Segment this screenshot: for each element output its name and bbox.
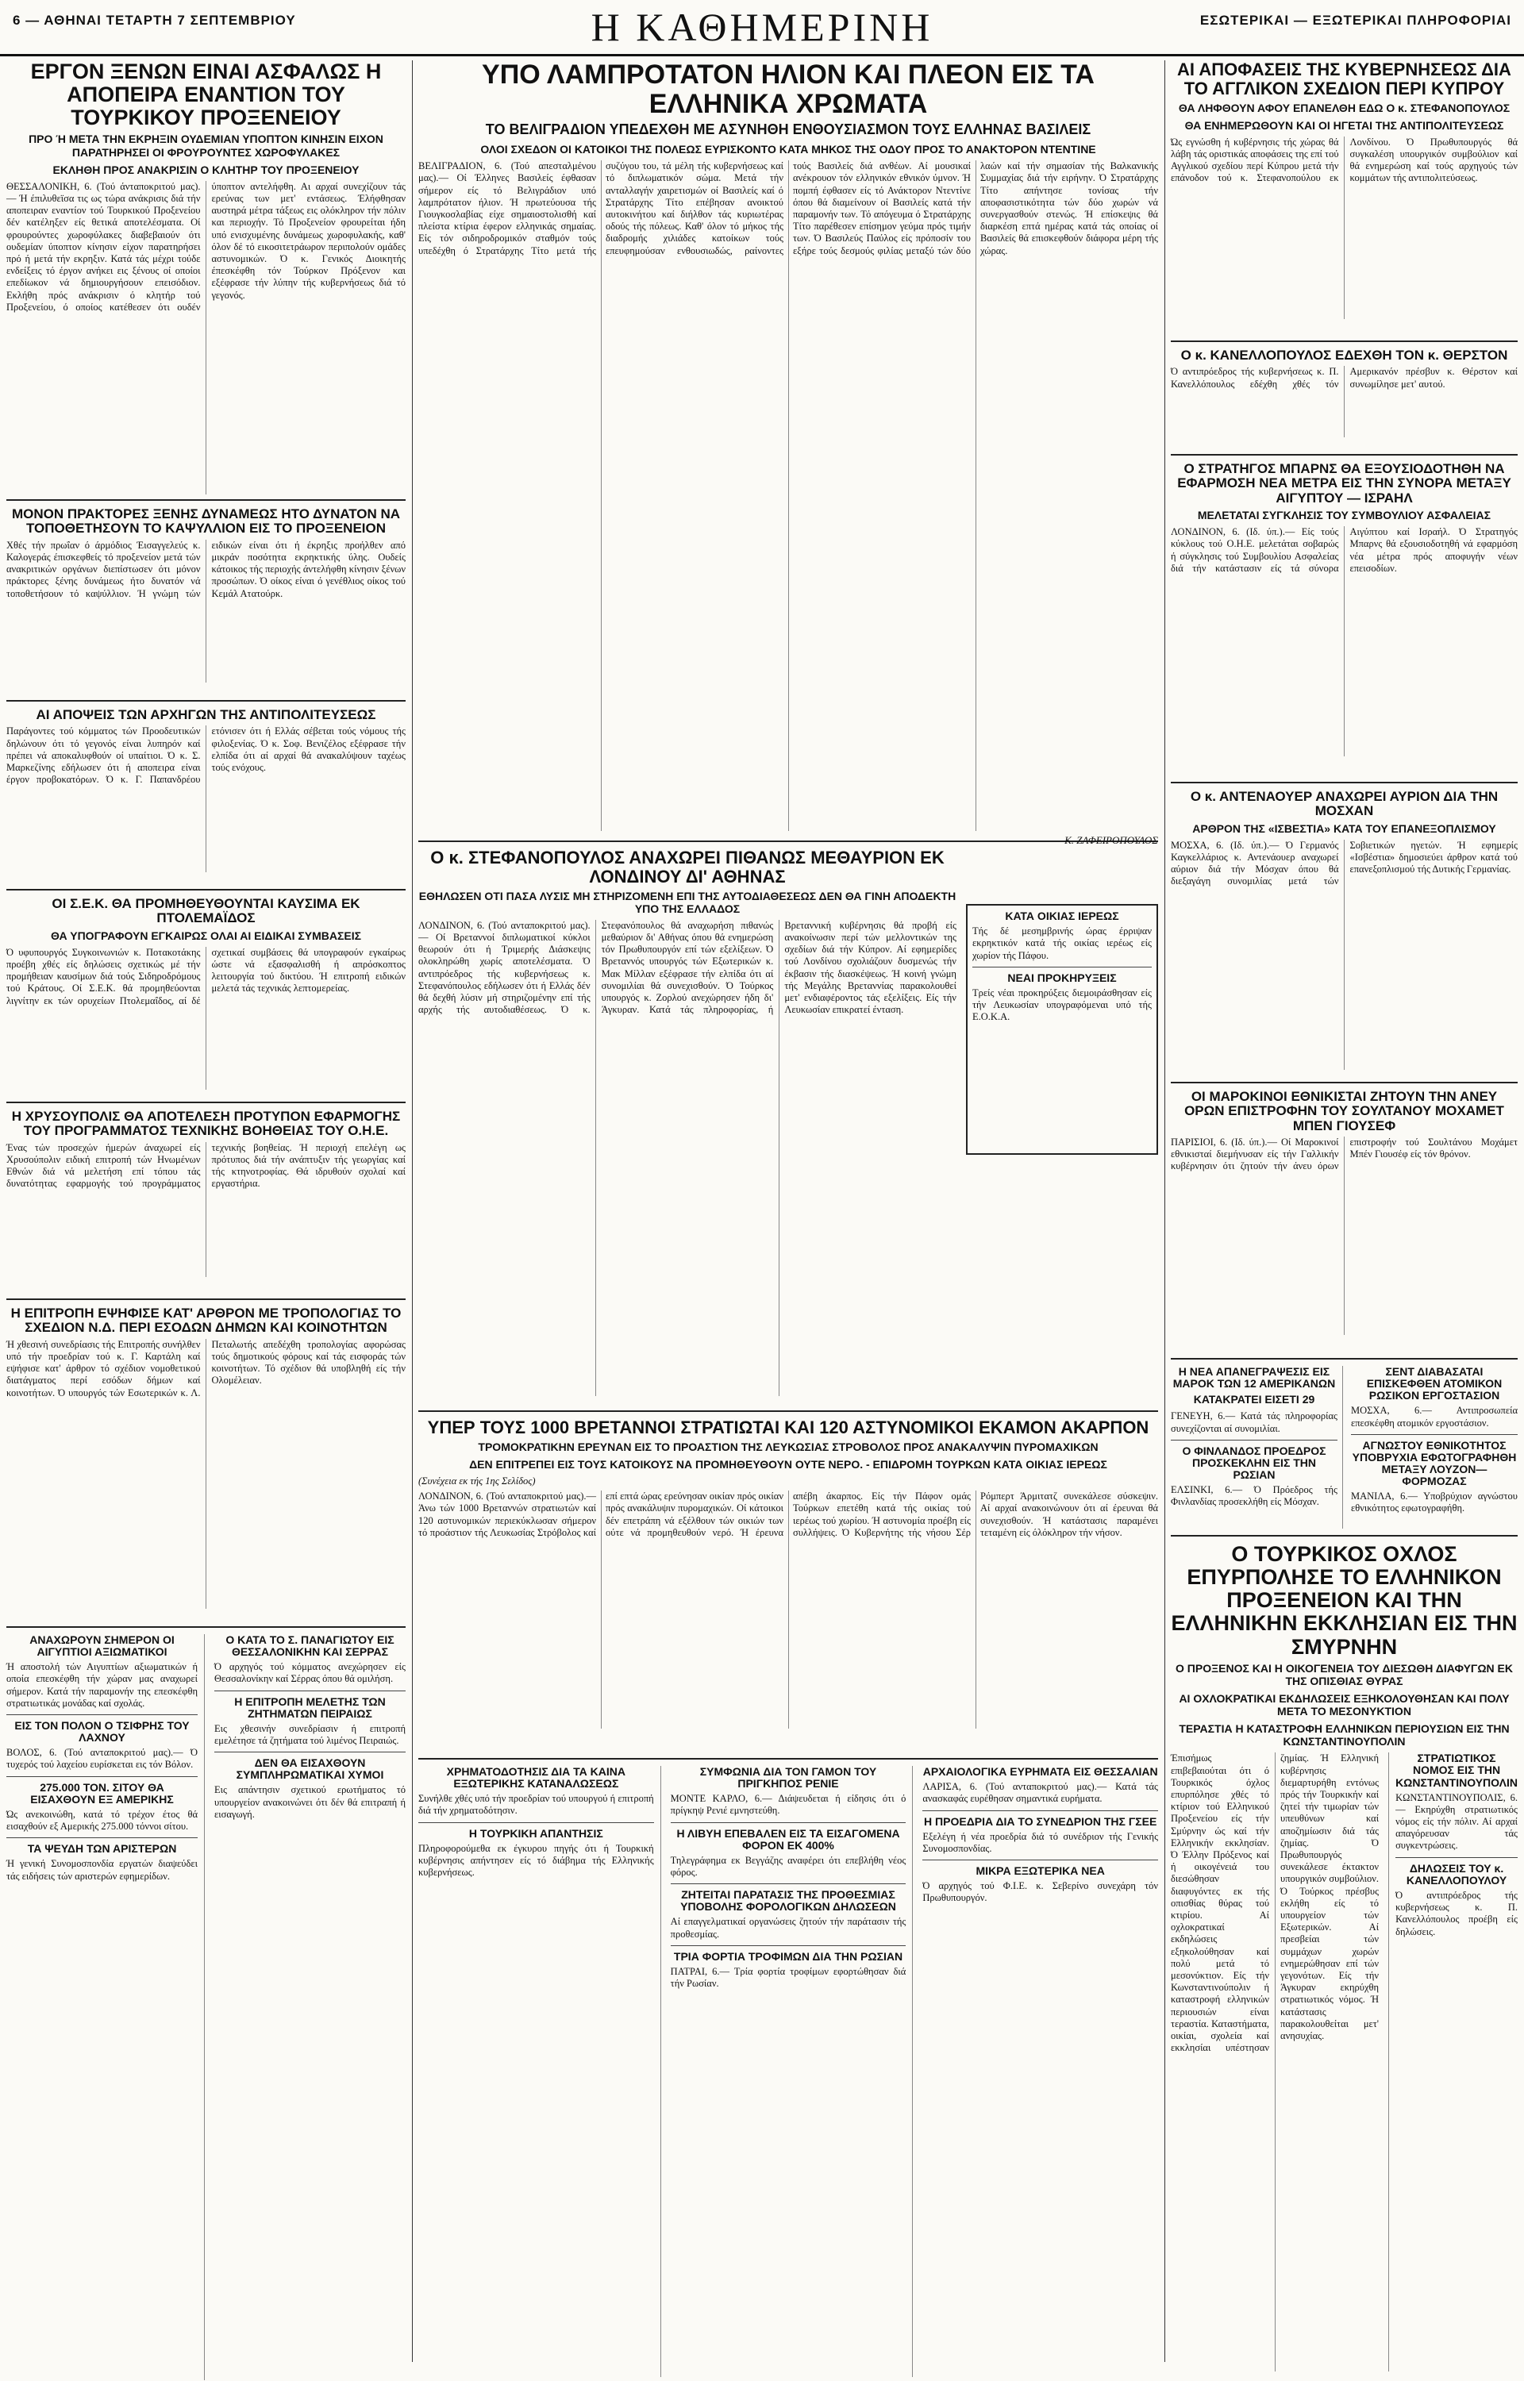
headline: ΔΕΝ ΘΑ ΕΙΣΑΧΘΟΥΝ ΣΥΜΠΛΗΡΩΜΑΤΙΚΑΙ ΧΥΜΟΙ [236,1756,384,1782]
article-chrysoupolis [6,1110,406,1292]
divider [6,889,406,890]
headline: Η ΠΡΟΕΔΡΙΑ ΔΙΑ ΤΟ ΣΥΝΕΔΡΙΟΝ ΤΗΣ ΓΣΕΕ [924,1814,1157,1828]
divider [1171,340,1518,342]
article-body: ΘΕΣΣΑΛΟΝΙΚΗ, 6. (Τού άνταποκριτού μας).— Ή έπιλυθεϊσα τις ως τώρα ανάκρισις διά τήν αποπειραν εναντίον τού Τουρκικού Προξενείου δέν κατέληξεν είς θετικά αποτελέσματα. Οί φρουρούντες χωροφύλακες διαβεβαιούν ότι ουδεμίαν ύποπτον κίνησιν είχον παρατηρήσει πρό ή μετά τήν εκρηξιν. Κατά τάς μέχρι τούδε ενδείξεις τό έργον ανήκει εις ξένους οί οποίοι επεδίωκον νά δημιουργήσουν επεισόδιον. Εκλήθη πρός ανάκρισιν ό κλητήρ τού Προξενείου, ό οποίος κατέθεσεν ότι ουδέν ύποπτον αντελήφθη. Αι αρχαί συνεχίζουν τάς ερεύνας των μετ' εντάσεως. Έλήφθησαν αυστηρά μέτρα τάξεως εις ολόκληρον τήν πόλιν και περιοχήν. Τό Προξενείον φρουρείται ήδη υπό ενισχυμένης δυνάμεως χωροφυλακής, καθ' όλον δέ τό εικοσιτετράωρον περιπολούν ομάδες αστυνομικών. Ό κ. Γενικός Διοικητής έπεσκέφθη τόν Τούρκον Πρόξενον και εξέφρασε τήν λύπην τής κυβερνήσεως διά τό γεγονός. [6,180,406,313]
byline: Κ. ΖΑΦΕΙΡΟΠΟΥΛΟΣ [1064,834,1158,847]
article-body: Ή χθεσινή συνεδρίασις τής Επιτροπής συνήλθεν υπό τήν προεδρίαν τού κ. Γ. Καρτάλη καί εψήφισε κατ' άρθρον τό σχέδιον νομοθετικού διατάγματος περί εσόδων δήμων καί κοινοτήτων. Ό υπουργός τών Εσωτερικών κ. Λ. Πεταλωτής απεδέχθη τροπολογίας αφορώσας τούς δημοτικούς φόρους καί τάς εισφοράς τών κοινοτήτων. Τό σχέδιον θά υποβληθή είς τήν Ολομέλειαν. [6,1338,406,1398]
article-body: Αί επαγγελματικαί οργανώσεις ζητούν τήν παράτασιν τής προθεσμίας. [670,1916,906,1940]
divider [418,1822,654,1823]
headline: ΤΑ ΨΕΥΔΗ ΤΩΝ ΑΡΙΣΤΕΡΩΝ [27,1842,177,1856]
article-body: Ώς εγνώσθη ή κυβέρνησις τής χώρας θά λάβη τάς οριστικάς αποφάσεις της επί τού Αγγλικού σχεδίου περί Κύπρου μετά τήν επάνοδον τού κ. Στεφανοπούλου εκ Λονδίνου. Ό Πρωθυπουργός θά συγκαλέση υπουργικόν συμβούλιον καί θά ενημερώση καί τούς αρχηγούς τών κομμάτων τής αντιπολιτεύσεως. [1171,136,1518,184]
right-column [1171,60,1518,2378]
divider [1171,1082,1518,1083]
headline: ΕΙΣ ΤΟΝ ΠΟΛΟΝ Ο ΤΣΙΦΡΗΣ ΤΟΥ ΛΑΧΝΟΥ [14,1719,190,1744]
article-body: Πληροφορούμεθα εκ έγκυρου πηγής ότι ή Τουρκική κυβέρνησις απήντησεν είς τό διάβημα τής Ελληνικής κυβερνήσεως. [418,1842,654,1879]
divider [1171,1535,1518,1537]
article-committee [6,1306,406,1620]
article-body: Τηλεγράφημα εκ Βεγγάζης αναφέρει ότι επεβλήθη νέος φόρος. [670,1854,906,1879]
article-body: Εις απάντησιν σχετικού ερωτήματος τό υπουργείον ανακοινώνει ότι δέν θά επιτραπή ή εισαγωγή. [214,1784,406,1820]
short-news-column [418,1766,661,2377]
headline: Ο ΤΟΥΡΚΙΚΟΣ ΟΧΛΟΣ ΕΠΥΡΠΟΛΗΣΕ ΤΟ ΕΛΛΗΝΙΚΟΝ ΠΡΟΞΕΝΕΙΟΝ ΚΑΙ ΤΗΝ ΕΛΛΗΝΙΚΗΝ ΕΚΚΛΗΣΙΑΝ ΕΙΣ ΤΗΝ ΣΜΥΡΝΗΝ [1171,1542,1518,1659]
article-body: Ό αρχηγός τού κόμματος ανεχώρησεν είς Θεσσαλονίκην καί Σέρρας όπου θά ομιλήση. [214,1661,406,1685]
divider [6,1714,198,1715]
article-body: Παράγοντες τού κόμματος τών Προοδευτικών δηλώνουν ότι τό γεγονός είναι λυπηρόν καί πρέπει νά αποκαλυφθούν οί υπαίτιοι. Ό κ. Σ. Μαρκεζίνης εδήλωσεν ότι ή αποπειρα είναι έργον προβοκατόρων. Ό κ. Γ. Παπανδρέου ετόνισεν ότι ή Ελλάς σέβεται τούς νόμους τής φιλοξενίας. Ό κ. Σοφ. Βενιζέλος εξέφρασε τήν ελπίδα ότι αί αρχαί θά ανακαλύψουν ταχέως τούς ενόχους. [6,725,406,786]
left-column [6,60,406,2378]
headline: Η ΤΟΥΡΚΙΚΗ ΑΠΑΝΤΗΣΙΣ [468,1826,603,1840]
short-news-column [1351,1366,1518,1529]
headline: ΜΟΝΟΝ ΠΡΑΚΤΟΡΕΣ ΞΕΝΗΣ ΔΥΝΑΜΕΩΣ ΗΤΟ ΔΥΝΑΤΟΝ ΝΑ ΤΟΠΟΘΕΤΗΣΟΥΝ ΤΟ ΚΑΨΥΛΛΙΟΝ ΕΙΣ ΤΟ ΠΡΟΞΕΝΕΙΟΝ [11,506,401,537]
divider [1351,1434,1518,1435]
subheadline: ΠΡΟ Ή ΜΕΤΑ ΤΗΝ ΕΚΡΗΞΙΝ ΟΥΔΕΜΙΑΝ ΥΠΟΠΤΟΝ ΚΙΝΗΣΙΝ ΕΙΧΟΝ ΠΑΡΑΤΗΡΗΣΕΙ ΟΙ ΦΡΟΥΡΟΥΝΤΕΣ ΧΩΡΟΦΥΛΑΚΕΣ [29,133,383,159]
subheadline: ΤΕΡΑΣΤΙΑ Η ΚΑΤΑΣΤΡΟΦΗ ΕΛΛΗΝΙΚΩΝ ΠΕΡΙΟΥΣΙΩΝ ΕΙΣ ΤΗΝ ΚΩΝΣΤΑΝΤΙΝΟΥΠΟΛΙΝ [1179,1722,1510,1748]
article-agents [6,507,406,694]
article-body: Συνήλθε χθές υπό τήν προεδρίαν τού υπουργού ή επιτροπή διά τήν χρηματοδότησιν. [418,1793,654,1817]
headline: ΥΠΕΡ ΤΟΥΣ 1000 ΒΡΕΤΑΝΝΟΙ ΣΤΡΑΤΙΩΤΑΙ ΚΑΙ 120 ΑΣΤΥΝΟΜΙΚΟΙ ΕΚΑΜΟΝ ΑΚΑΡΠΟΝ [427,1417,1149,1437]
short-news-column [671,1766,914,2377]
headline: ΑΙ ΑΠΟΨΕΙΣ ΤΩΝ ΑΡΧΗΓΩΝ ΤΗΣ ΑΝΤΙΠΟΛΙΤΕΥΣΕΩΣ [36,707,376,722]
article-government-decisions [1171,60,1518,334]
article-opposition [6,708,406,883]
headline: Ο ΦΙΝΛΑΝΔΟΣ ΠΡΟΕΔΡΟΣ ΠΡΟΣΚΕΚΛΗΝ ΕΙΣ ΤΗΝ ΡΩΣΙΑΝ [1182,1444,1326,1481]
right-short-news [1171,1366,1518,1529]
masthead [0,0,1524,56]
article-body: ΜΟΣΧΑ, 6.— Αντιπροσωπεία επεσκέφθη ατομικόν εργοστάσιον. [1351,1405,1518,1429]
headline: ΑΙ ΑΠΟΦΑΣΕΙΣ ΤΗΣ ΚΥΒΕΡΝΗΣΕΩΣ ΔΙΑ ΤΟ ΑΓΓΛΙΚΟΝ ΣΧΕΔΙΟΝ ΠΕΡΙ ΚΥΠΡΟΥ [1177,60,1511,98]
article-moroccan-nationalists [1171,1090,1518,1352]
headline: ΤΡΙΑ ΦΟΡΤΙΑ ΤΡΟΦΙΜΩΝ ΔΙΑ ΤΗΝ ΡΩΣΙΑΝ [673,1949,903,1963]
center-column [418,60,1158,2378]
divider [1171,454,1518,456]
article-body: ΕΛΣΙΝΚΙ, 6.— Ό Πρόεδρος τής Φινλανδίας προσεκλήθη είς Μόσχαν. [1171,1484,1337,1508]
article-body: Εξελέγη ή νέα προεδρία διά τό συνέδριον τής Γενικής Συνομοσπονδίας. [922,1830,1159,1854]
divider [6,1837,198,1838]
headline: Ο ΚΑΤΑ ΤΟ Σ. ΠΑΝΑΓΙΩΤΟΥ ΕΙΣ ΘΕΣΣΑΛΟΝΙΚΗΝ ΚΑΙ ΣΕΡΡΑΣ [225,1633,394,1659]
subheadline: ΚΑΤΑΚΡΑΤΕΙ ΕΙΣΕΤΙ 29 [1193,1393,1315,1406]
article-body: Ή γενική Συνομοσπονδία εργατών διαψεύδει τάς ειδήσεις τών αριστερών εφημερίδων. [6,1858,198,1882]
headline: ΑΝΑΧΩΡΟΥΝ ΣΗΜΕΡΟΝ ΟΙ ΑΙΓΥΠΤΙΟΙ ΑΞΙΩΜΑΤΙΚΟΙ [29,1633,175,1659]
headline: ΣΕΝΤ ΔΙΑΒΑΣΑΤΑΙ ΕΠΙΣΚΕΦΘΕΝ ΑΤΟΜΙΚΟΝ ΡΩΣΙΚΟΝ ΕΡΓΟΣΤΑΣΙΟΝ [1366,1365,1503,1402]
divider [6,499,406,501]
divider [671,1945,906,1946]
divider [1395,1857,1518,1858]
newspaper-title: Η ΚΑΘΗΜΕΡΙΝΗ [591,5,933,49]
article-sek [6,897,406,1095]
headline: ΣΥΜΦΩΝΙΑ ΔΙΑ ΤΟΝ ΓΑΜΟΝ ΤΟΥ ΠΡΙΓΚΗΠΟΣ ΡΕΝΙΕ [699,1765,877,1791]
article-body: Ό αντιπρόεδρος τής κυβερνήσεως κ. Π. Κανελλόπουλος εδέχθη χθές τόν Αμερικανόν πρέσβυν κ. Θέρστον καί συνωμίλησε μετ' αυτού. [1171,366,1518,390]
smyrna-body-columns [1171,1752,1518,2371]
article-body: ΚΩΝΣΤΑΝΤΙΝΟΥΠΟΛΙΣ, 6.— Εκηρύχθη στρατιωτικός νόμος είς τήν πόλιν. Αί αρχαί απαγόρευσαν τάς συγκεντρώσεις. [1395,1791,1518,1852]
article-body: ΒΟΛΟΣ, 6. (Τού ανταποκριτού μας).— Ό τυχερός τού λαχείου ευρίσκεται εις τόν Βόλον. [6,1747,198,1771]
divider [418,840,1158,842]
headline: Ο ΣΤΡΑΤΗΓΟΣ ΜΠΑΡΝΣ ΘΑ ΕΞΟΥΣΙΟΔΟΤΗΘΗ ΝΑ ΕΦΑΡΜΟΣΗ ΝΕΑ ΜΕΤΡΑ ΕΙΣ ΤΗΝ ΣΥΝΟΡΑ ΜΕΤΑΞΥ ΑΙΓΥΠΤΟΥ — ΙΣΡΑΗΛ [1177,461,1511,506]
article-smyrna-consulate [1171,1543,1518,2408]
headline: Η ΕΠΙΤΡΟΠΗ ΜΕΛΕΤΗΣ ΤΩΝ ΖΗΤΗΜΑΤΩΝ ΠΕΙΡΑΙΩΣ [234,1694,386,1720]
headline: Ο κ. ΣΤΕΦΑΝΟΠΟΥΛΟΣ ΑΝΑΧΩΡΕΙ ΠΙΘΑΝΩΣ ΜΕΘΑΥΡΙΟΝ ΕΚ ΛΟΝΔΙΝΟΥ ΔΙ' ΑΘΗΝΑΣ [430,848,945,887]
headline: ΥΠΟ ΛΑΜΠΡΟΤΑΤΟΝ ΗΛΙΟΝ ΚΑΙ ΠΛΕΟΝ ΕΙΣ ΤΑ ΕΛΛΗΝΙΚΑ ΧΡΩΜΑΤΑ [482,60,1095,119]
article-body: Έπισήμως επιβεβαιούται ότι ό Τουρκικός όχλος επυρπόλησε χθές τό κτίριον τού Ελληνικού Προξενείου είς τήν Σμύρνην ώς καί τήν Ελληνικήν εκκλησίαν. Ό Έλλην Πρόξενος καί ή οικογένειά του διεσώθησαν διαφυγόντες εκ τής οπισθίας θύρας τού κτιρίου. Αί οχλοκρατικαί εκδηλώσεις εξηκολούθησαν καί πολύ μετά τό μεσονύκτιον. Είς τήν Κωνσταντινούπολιν ή καταστροφή ελληνικών περιουσιών είναι τεραστία. Καταστήματα, οικίαι, σχολεία καί εκκλησίαι υπέστησαν ζημίας. Ή Ελληνική κυβέρνησις διεμαρτυρήθη εντόνως πρός τήν Τουρκικήν καί ζητεί τήν τιμωρίαν τών υπευθύνων καί αποζημίωσιν διά τάς ζημίας. Ό Πρωθυπουργός συνεκάλεσε έκτακτον υπουργικόν συμβούλιον. Ό Τούρκος πρέσβυς εκλήθη είς τό υπουργείον τών Εξωτερικών. Αί πρεσβείαι τών συμμάχων χωρών ενημερώθησαν επί τών γεγονότων. Είς τήν Άγκυραν εκηρύχθη στρατιωτικός νόμος. Ή κατάστασις παρακολουθείται μετ' ανησυχίας. [1171,1752,1380,2054]
short-news-column [1171,1366,1343,1529]
subheadline: ΘΑ ΛΗΦΘΟΥΝ ΑΦΟΥ ΕΠΑΝΕΛΘΗ ΕΔΩ Ο κ. ΣΤΕΦΑΝΟΠΟΥΛΟΣ [1178,101,1511,114]
article-adenauer [1171,790,1518,1075]
article-body: ΠΑΡΙΣΙΟΙ, 6. (Ιδ. ύπ.).— Οί Μαροκινοί εθνικισταί διεμήνυσαν είς τήν Γαλλικήν κυβέρνησιν ότι ζητούν τήν άνευ όρων επιστροφήν τού Σουλτάνου Μοχάμετ Μπέν Γιουσέφ είς τόν θρόνον. [1171,1137,1518,1172]
headline: Η ΝΕΑ ΑΠΑΝΕΓΡΑΨΕΣΙΣ ΕΙΣ ΜΑΡΟΚ ΤΩΝ 12 ΑΜΕΡΙΚΑΝΩΝ [1172,1365,1336,1391]
divider [6,1626,406,1628]
headline: Η ΕΠΙΤΡΟΠΗ ΕΨΗΦΙΣΕ ΚΑΤ' ΑΡΘΡΟΝ ΜΕ ΤΡΟΠΟΛΟΓΙΑΣ ΤΟ ΣΧΕΔΙΟΝ Ν.Δ. ΠΕΡΙ ΕΣΟΔΩΝ ΔΗΜΩΝ ΚΑΙ ΚΟΙΝΟΤΗΤΩΝ [10,1306,402,1336]
headline: ΟΙ ΜΑΡΟΚΙΝΟΙ ΕΘΝΙΚΙΣΤΑΙ ΖΗΤΟΥΝ ΤΗΝ ΑΝΕΥ ΟΡΩΝ ΕΠΙΣΤΡΟΦΗΝ ΤΟΥ ΣΟΥΛΤΑΝΟΥ ΜΟΧΑΜΕΤ ΜΠΕΝ ΓΙΟΥΣΕΦ [1184,1089,1504,1133]
headline: ΔΗΛΩΣΕΙΣ ΤΟΥ κ. ΚΑΝΕΛΛΟΠΟΥΛΟΥ [1406,1861,1507,1887]
short-news-column [922,1766,1158,2377]
stefanopoulos-section [418,848,1158,1404]
article-stefanopoulos [418,848,956,1404]
article-body: ΛΟΝΔΙΝΟΝ, 6. (Τού ανταποκριτού μας).— Οί Βρεταννοί διπλωματικοί κύκλοι θεωρούν ότι ή Τριμερής Διάσκεψις ολοκληρώθη χωρίς αποτελέσματα. Ό αντιπρόεδρος τής κυβερνήσεως κ. Στεφανόπουλος εδήλωσεν ότι ή Ελλάς δέν θά δεχθή λύσιν μή στηριζομένην επί τής αρχής τής αυτοδιαθέσεως. Ό κ. Στεφανόπουλος θά αναχωρήση πιθανώς μεθαύριον δι' Αθήνας όπου θά ενημερώση τόν Πρωθυπουργόν επί τών εξελίξεων. Ό Βρεταννός υπουργός τών Εξωτερικών κ. Μακ Μίλλαν εξέφρασε τήν ελπίδα ότι αί συνομιλίαι θά συνεχισθούν. Ό Τούρκος υπουργός κ. Ζορλού ανεχώρησεν ήδη δι' Άγκυραν. Κατά τάς πληροφορίας, ή Βρεταννική κυβέρνησις θά προβή είς ανακοίνωσιν περί τών μελλοντικών της σχεδίων διά τήν Κύπρον. Αί εφημερίδες τού Λονδίνου σχολιάζουν δυσμενώς τήν έκβασιν τής διασκέψεως. Ή κοινή γνώμη τής Μεγάλης Βρεταννίας παρακολουθεί μετ' ενδιαφέροντος τάς εξελίξεις. Είς τήν Λευκωσίαν επικρατεί ένταση. [418,919,956,1016]
page-date-line: 6 — ΑΘΗΝΑΙ ΤΕΤΑΡΤΗ 7 ΣΕΠΤΕΜΒΡΙΟΥ [13,13,296,28]
headline: ΜΙΚΡΑ ΕΞΩΤΕΡΙΚΑ ΝΕΑ [976,1864,1105,1878]
article-body: Ώς ανεκοινώθη, κατά τό τρέχον έτος θά εισαχθούν εξ Αμερικής 275.000 τόννοι σίτου. [6,1808,198,1833]
subheadline: ΘΑ ΕΝΗΜΕΡΩΘΟΥΝ ΚΑΙ ΟΙ ΗΓΕΤΑΙ ΤΗΣ ΑΝΤΙΠΟΛΙΤΕΥΣΕΩΣ [1184,118,1504,132]
headline: ΝΕΑΙ ΠΡΟΚΗΡΥΞΕΙΣ [1007,971,1117,984]
article-body: Χθές τήν πρωΐαν ό άρμόδιος Έισαγγελεύς κ. Καλογεράς έπισκεφθείς τό προξενείον μετά τών ανακριτικών οργάνων διεπίστωσεν ότι μόνον πράκτορες ξένης δυνάμεως ήτο δυνατόν νά τοποθετήσουν τό καψύλλιον. Ή γνώμη τών ειδικών είναι ότι ή έκρηξις προήλθεν από μικράν ποσότητα εκρηκτικής ύλης. Ουδείς κάτοικος τής περιοχής άντελήφθη κίνησιν ξένων προσώπων. Ό οίκος είναι ό γενέθλιος οίκος τού Κεμάλ Ατατούρκ. [6,539,406,599]
article-body: ΜΟΣΧΑ, 6. (Ιδ. ύπ.).— Ό Γερμανός Καγκελλάριος κ. Αντενάουερ αναχωρεί αύριον διά τήν Μόσχαν όπου θά διεξαγάγη συνομιλίας μετά τών Σοβιετικών ηγετών. Ή εφημερίς «Ισβέστια» δημοσιεύει άρθρον κατά τού επανεξοπλισμού τής Δυτικής Γερμανίας. [1171,839,1518,887]
news-box [966,904,1158,1155]
article-general-burns [1171,462,1518,775]
article-body: Ό υφυπουργός Συγκοινωνιών κ. Ποτακοτάκης προέβη χθές είς δηλώσεις σχετικώς μέ τήν προμήθειαν καυσίμων διά τούς Σιδηροδρόμους τού Κράτους. Οί Σ.Ε.Κ. θά προμηθεύονται λιγνίτην εκ τών ορυχείων Πτολεμαΐδος, αί δέ σχετικαί συμβάσεις θά υπογραφούν εγκαίρως ώστε νά εξασφαλισθή ή απρόσκοπτος λειτουργία τού δικτύου. Ή επιτροπή ειδικών μελετά τάς τεχνικάς λεπτομερείας. [6,946,406,1006]
article-body: ΜΑΝΙΛΑ, 6.— Υποβρύχιον αγνώστου εθνικότητος εφωτογραφήθη. [1351,1491,1518,1514]
article-belgrade-visit [418,60,1158,847]
subheadline: Ο ΠΡΟΞΕΝΟΣ ΚΑΙ Η ΟΙΚΟΓΕΝΕΙΑ ΤΟΥ ΔΙΕΣΩΘΗ ΔΙΑΦΥΓΩΝ ΕΚ ΤΗΣ ΟΠΙΣΘΙΑΣ ΘΥΡΑΣ [1176,1661,1513,1687]
divider [1171,1440,1337,1441]
subheadline: ΘΑ ΥΠΟΓΡΑΦΟΥΝ ΕΓΚΑΙΡΩΣ ΟΛΑΙ ΑΙ ΕΙΔΙΚΑΙ ΣΥΜΒΑΣΕΙΣ [50,929,362,942]
divider [418,1758,1158,1760]
headline: Ο κ. ΚΑΝΕΛΛΟΠΟΥΛΟΣ ΕΔΕΧΘΗ ΤΟΝ κ. ΘΕΡΣΤΟΝ [1180,348,1508,363]
column-divider [1164,60,1165,2362]
article-body: Ή αποστολή τών Αιγυπτίων αξιωματικών ή οποία επεσκέφθη τήν χώραν μας αναχωρεί σήμερον. Κατά τήν παραμονήν της επεσκέφθη στρατιωτικάς μονάδας καί σχολάς. [6,1661,198,1709]
headline: ΚΑΤΑ ΟΙΚΙΑΣ ΙΕΡΕΩΣ [1005,910,1119,922]
article-strovolos-search [418,1418,1158,1752]
center-short-news [418,1766,1158,2377]
column-divider [412,60,413,2362]
subheadline: ΕΚΛΗΘΗ ΠΡΟΣ ΑΝΑΚΡΙΣΙΝ Ο ΚΛΗΤΗΡ ΤΟΥ ΠΡΟΞΕΝΕΙΟΥ [52,163,360,176]
divider [418,1410,1158,1412]
subheadline: ΤΟ ΒΕΛΙΓΡΑΔΙΟΝ ΥΠΕΔΕΧΘΗ ΜΕ ΑΣΥΝΗΘΗ ΕΝΘΟΥΣΙΑΣΜΟΝ ΤΟΥΣ ΕΛΛΗΝΑΣ ΒΑΣΙΛΕΙΣ [485,121,1091,138]
subheadline: ΕΘΗΛΩΣΕΝ ΟΤΙ ΠΑΣΑ ΛΥΣΙΣ ΜΗ ΣΤΗΡΙΖΟΜΕΝΗ ΕΠΙ ΤΗΣ ΑΥΤΟΔΙΑΘΕΣΕΩΣ ΔΕΝ ΘΑ ΓΙΝΗ ΑΠΟΔΕΚΤΗ ΥΠΟ ΤΗΣ ΕΛΛΑΔΟΣ [418,889,956,915]
divider [1171,1358,1518,1360]
article-body: ΓΕΝΕΥΗ, 6.— Κατά τάς πληροφορίας συνεχίζονται αί συνομιλίαι. [1171,1410,1337,1434]
continuation-note: (Συνέχεια εκ τής 1ης Σελίδος) [418,1475,536,1487]
small-articles [6,1634,406,2380]
headline: Η ΧΡΥΣΟΥΠΟΛΙΣ ΘΑ ΑΠΟΤΕΛΕΣΗ ΠΡΟΤΥΠΟΝ ΕΦΑΡΜΟΓΗΣ ΤΟΥ ΠΡΟΓΡΑΜΜΑΤΟΣ ΤΕΧΝΙΚΗΣ ΒΟΗΘΕΙΑΣ ΤΟΥ Ο.Η.Ε. [11,1109,401,1139]
divider [6,1102,406,1103]
headline: ΧΡΗΜΑΤΟΔΟΤΗΣΙΣ ΔΙΑ ΤΑ ΚΑΙΝΑ ΕΞΩΤΕΡΙΚΗΣ ΚΑΤΑΝΑΛΩΣΕΩΣ [446,1765,625,1791]
article-body: Τρείς νέαι προκηρύξεις διεμοιράσθησαν είς τήν Λευκωσίαν υπογραφόμεναι υπό τής Ε.Ο.Κ.Α. [972,987,1152,1023]
headline: 275.000 ΤΟΝ. ΣΙΤΟΥ ΘΑ ΕΙΣΑΧΘΟΥΝ ΕΞ ΑΜΕΡΙΚΗΣ [30,1780,174,1806]
article-body: ΒΕΛΙΓΡΑΔΙΟΝ, 6. (Τού απεσταλμένου μας).— Οί Έλληνες Βασιλείς έφθασαν σήμερον είς τό Βελιγράδιον υπό λαμπρότατον ήλιον. Ή πρωτεύουσα τής Γιουγκοσλαβίας είχε σημαιοστολισθή καί πλείστα κτίρια έφερον ελληνικάς σημαίας. Είς τόν σιδηροδρομικόν σταθμόν τούς υπεδέχθη ό Στρατάρχης Τίτο μετά τής συζύγου του, τά μέλη τής κυβερνήσεως καί τό διπλωματικόν σώμα. Μετά τήν ανταλλαγήν χαιρετισμών οί Βασιλείς καί ό Στρατάρχης Τίτο επέβησαν ανοικτού αυτοκινήτου καί διήλθον τάς κυριωτέρας οδούς τής πόλεως. Καθ' όλον τό μήκος τής διαδρομής χιλιάδες κατοίκων τούς επευφημούσαν ενθουσιωδώς, ραίνοντες τούς Βασιλείς διά ανθέων. Αί μουσικαί ανέκρουον τόν ελληνικόν εθνικόν ύμνον. Ή πομπή έφθασεν είς τό Ανάκτορον Ντεντίνε όπου θά διαμείνουν οί Βασιλείς κατά τήν παραμονήν των. Τό απόγευμα ό Στρατάρχης Τίτο παρέθεσεν επίσημον γεύμα πρός τιμήν των. Ό Βασιλεύς Παύλος είς πρόποσίν του εξήρε τούς δεσμούς φιλίας μεταξύ τών δύο λαών καί τήν σημασίαν τής Βαλκανικής Συμμαχίας διά τήν ειρήνην. Ό Στρατάρχης Τίτο απήντησε τονίσας τήν αποφασιστικότητα τών δύο χωρών νά συνεργασθούν στενώς. Ή επίσκεψις θά διαρκέση επτά ημέρας κατά τάς οποίας οί Βασιλείς θά επισκεφθούν διάφορα μέρη τής χώρας. [418,160,1158,256]
subheadline: ΑΙ ΟΧΛΟΚΡΑΤΙΚΑΙ ΕΚΔΗΛΩΣΕΙΣ ΕΞΗΚΟΛΟΥΘΗΣΑΝ ΚΑΙ ΠΟΛΥ ΜΕΤΑ ΤΟ ΜΕΣΟΝΥΚΤΙΟΝ [1179,1691,1510,1718]
section-label: ΕΣΩΤΕΡΙΚΑΙ — ΕΞΩΤΕΡΙΚΑΙ ΠΛΗΡΟΦΟΡΙΑΙ [1199,13,1511,28]
subheadline: ΤΡΟΜΟΚΡΑΤΙΚΗΝ ΕΡΕΥΝΑΝ ΕΙΣ ΤΟ ΠΡΟΑΣΤΙΟΝ ΤΗΣ ΛΕΥΚΩΣΙΑΣ ΣΤΡΟΒΟΛΟΣ ΠΡΟΣ ΑΝΑΚΑΛΥΨΙΝ ΠΥΡΟΜΑΧΙΚΩΝ [478,1440,1099,1453]
article-kanellopoulos [1171,348,1518,448]
divider [922,1810,1158,1811]
article-body: ΜΟΝΤΕ ΚΑΡΛΟ, 6.— Διάψευδεται ή είδησις ότι ό πρίγκηψ Ρενιέ εμνηστεύθη. [670,1793,906,1817]
article-body: ΛΟΝΔΙΝΟΝ, 6. (Ιδ. ύπ.).— Είς τούς κύκλους τού Ο.Η.Ε. μελετάται σοβαρώς ή σύγκλησις τού Συμβουλίου Ασφαλείας διά τήν κατάστασιν είς τά σύνορα Αιγύπτου καί Ισραήλ. Ό Στρατηγός Μπαρνς θά εξουσιοδοτηθή νά εφαρμόση νέα μέτρα πρός αποφυγήν νέων επεισοδίων. [1171,526,1518,574]
divider [6,1298,406,1300]
subheadline: ΔΕΝ ΕΠΙΤΡΕΠΕΙ ΕΙΣ ΤΟΥΣ ΚΑΤΟΙΚΟΥΣ ΝΑ ΠΡΟΜΗΘΕΥΘΟΥΝ ΟΥΤΕ ΝΕΡΟ. - ΕΠΙΔΡΟΜΗ ΤΟΥΡΚΩΝ ΚΑΤΑ ΟΙΚΙΑΣ ΙΕΡΕΩΣ [469,1457,1107,1471]
subheadline: ΜΕΛΕΤΑΤΑΙ ΣΥΓΚΛΗΣΙΣ ΤΟΥ ΣΥΜΒΟΥΛΙΟΥ ΑΣΦΑΛΕΙΑΣ [1197,509,1491,522]
sidebar-news [1388,1752,1518,2371]
article-body: ΠΑΤΡΑΙ, 6.— Τρία φορτία τροφίμων εφορτώθησαν διά τήν Ρωσίαν. [670,1965,906,1990]
article-body: ΛΟΝΔΙΝΟΝ, 6. (Τού ανταποκριτού μας).— Άνω τών 1000 Βρεταννών στρατιωτών καί 120 αστυνομικών περιεκύκλωσαν σήμερον τό προάστιον τής Λευκωσίας Στρόβολος καί επί επτά ώρας ερεύνησαν οικίαν πρός οικίαν πρός ανακάλυψιν πυρομαχικών. Οί κάτοικοι δέν επετράπη νά εξέλθουν τών οικιών των ούτε νά προμηθευθούν νερό. Ή έρευνα απέβη άκαρπος. Είς τήν Πάφον ομάς Τούρκων επετέθη κατά τής οικίας τού ιερέως τού χωρίου. Ή αστυνομία προέβη είς συλλήψεις. Ό Κυβερνήτης τής νήσου Σέρ Ρόμπερτ Άρμιτατζ συνεκάλεσε σύσκεψιν. Αί αρχαί ανακοινώνουν ότι αί έρευναι θά συνεχισθούν. Ή κατάστασις παραμένει τεταμένη είς όλόκληρον τήν νήσον. [418,1491,1158,1538]
article-body: Ένας τών προσεχών ήμερών άναχωρεί είς Χρυσούπολιν ειδική επιτροπή τών Ηνωμένων Εθνών διά νά μελετήση επί τόπου τάς δυνατότητας εφαρμογής τού προγράμματος τεχνικής βοηθείας. Ή περιοχή επελέγη ως πρότυπος διά τήν ανάπτυξιν τής γεωργίας καί τής κτηνοτροφίας. Θά ιδρυθούν σχολαί καί εργαστήρια. [6,1141,406,1190]
divider [6,700,406,702]
headline: ΑΡΧΑΙΟΛΟΓΙΚΑ ΕΥΡΗΜΑΤΑ ΕΙΣ ΘΕΣΣΑΛΙΑΝ [922,1765,1158,1778]
divider [671,1822,906,1823]
article-body: Ό αρχηγός τού Φ.Ι.Ε. κ. Σεβερίνο συνεχάρη τόν Πρωθυπουργόν. [922,1880,1159,1904]
headline: ΖΗΤΕΙΤΑΙ ΠΑΡΑΤΑΣΙΣ ΤΗΣ ΠΡΟΘΕΣΜΙΑΣ ΥΠΟΒΟΛΗΣ ΦΟΡΟΛΟΓΙΚΩΝ ΔΗΛΩΣΕΩΝ [680,1888,896,1914]
small-column [214,1634,406,2380]
headline: ΟΙ Σ.Ε.Κ. ΘΑ ΠΡΟΜΗΘΕΥΘΟΥΝΤΑΙ ΚΑΥΣΙΜΑ ΕΚ ΠΤΟΛΕΜΑΪΔΟΣ [52,896,360,926]
divider [1171,782,1518,783]
divider [671,1883,906,1884]
headline: ΣΤΡΑΤΙΩΤΙΚΟΣ ΝΟΜΟΣ ΕΙΣ ΤΗΝ ΚΩΝΣΤΑΝΤΙΝΟΥΠΟΛΙΝ [1395,1752,1518,1789]
article-turkish-consulate [6,60,406,493]
article-body: Ό αντιπρόεδρος τής κυβερνήσεως κ. Π. Κανελλόπουλος προέβη είς δηλώσεις. [1395,1889,1518,1937]
headline: ΑΓΝΩΣΤΟΥ ΕΘΝΙΚΟΤΗΤΟΣ ΥΠΟΒΡΥΧΙΑ ΕΦΩΤΟΓΡΑΦΗΘΗ ΜΕΤΑΞΥ ΛΟΥΖΟΝ—ΦΟΡΜΟΖΑΣ [1352,1438,1517,1488]
headline: ΕΡΓΟΝ ΞΕΝΩΝ ΕΙΝΑΙ ΑΣΦΑΛΩΣ Η ΑΠΟΠΕΙΡΑ ΕΝΑΝΤΙΟΝ ΤΟΥ ΤΟΥΡΚΙΚΟΥ ΠΡΟΞΕΝΕΙΟΥ [30,60,382,130]
small-column [6,1634,205,2380]
article-body: Τής δέ μεσημβρινής ώρας έρριψαν εκρηκτικόν κατά τής οικίας ιερέως είς χωρίον τής Πάφου. [972,925,1152,961]
divider [6,1776,198,1777]
headline: Η ΛΙΒΥΗ ΕΠΕΒΑΛΕΝ ΕΙΣ ΤΑ ΕΙΣΑΓΟΜΕΝΑ ΦΟΡΟΝ ΕΚ 400% [676,1826,900,1852]
subheadline: ΟΛΟΙ ΣΧΕΔΟΝ ΟΙ ΚΑΤΟΙΚΟΙ ΤΗΣ ΠΟΛΕΩΣ ΕΥΡΙΣΚΟΝΤΟ ΚΑΤΑ ΜΗΚΟΣ ΤΗΣ ΟΔΟΥ ΠΡΟΣ ΤΟ ΑΝΑΚΤΟΡΟΝ ΝΤΕΝΤΙΝΕ [480,143,1096,156]
article-body: ΛΑΡΙΣΑ, 6. (Τού ανταποκριτού μας).— Κατά τάς ανασκαφάς ευρέθησαν σημαντικά ευρήματα. [922,1781,1159,1805]
subheadline: ΑΡΘΡΟΝ ΤΗΣ «ΙΣΒΕΣΤΙΑ» ΚΑΤΑ ΤΟΥ ΕΠΑΝΕΞΟΠΛΙΣΜΟΥ [1192,821,1496,835]
article-body: Εις χθεσινήν συνεδρίασιν ή επιτροπή εμελέτησε τά ζητήματα τού λιμένος Πειραιώς. [214,1722,406,1747]
headline: Ο κ. ΑΝΤΕΝΑΟΥΕΡ ΑΝΑΧΩΡΕΙ ΑΥΡΙΟΝ ΔΙΑ ΤΗΝ ΜΟΣΧΑΝ [1190,789,1499,819]
